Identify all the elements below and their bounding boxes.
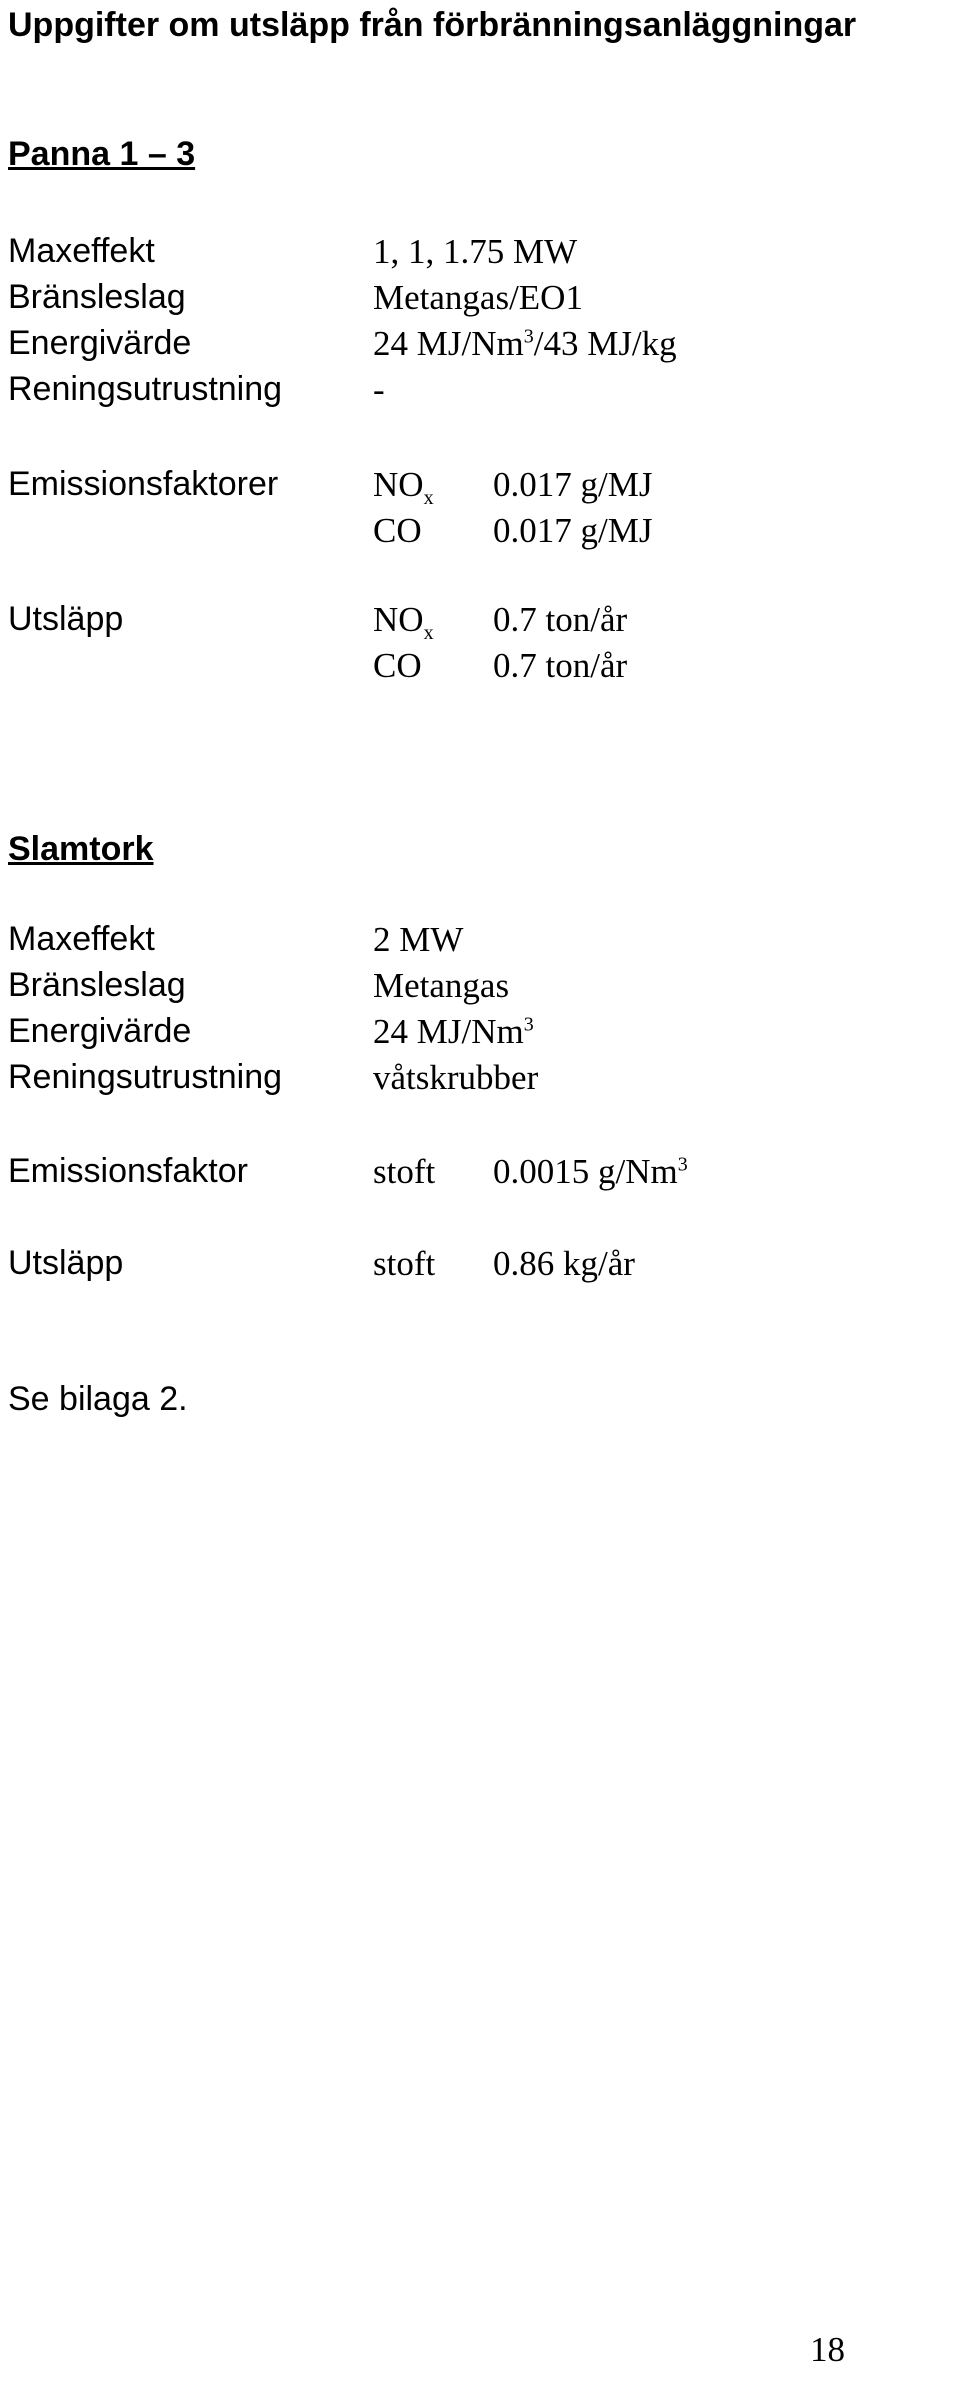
- panna-rening-value: -: [373, 370, 385, 409]
- slamtork-emission-substance: stoft: [373, 1152, 436, 1191]
- slamtork-utslapp-substance: stoft: [373, 1244, 436, 1283]
- slamtork-bransleslag-label: Bränsleslag: [8, 966, 186, 1004]
- slamtork-rening-value: våtskrubber: [373, 1058, 539, 1097]
- section-heading-panna: Panna 1 – 3: [8, 135, 196, 173]
- note-text: Se bilaga 2.: [8, 1380, 188, 1418]
- slamtork-energivarde-value: 24 MJ/Nm$^3$: [373, 1012, 534, 1051]
- slamtork-rening-label: Reningsutrustning: [8, 1058, 283, 1096]
- panna-maxeffekt-value: 1, 1, 1.75 MW: [373, 232, 578, 271]
- panna-utslapp-nox-value: 0.7 ton/år: [493, 600, 628, 639]
- panna-emission-nox-value: 0.017 g/MJ: [493, 465, 653, 504]
- slamtork-energivarde-label: Energivärde: [8, 1012, 192, 1050]
- slamtork-maxeffekt-label: Maxeffekt: [8, 920, 155, 958]
- panna-utslapp-co-value: 0.7 ton/år: [493, 646, 628, 685]
- panna-utslapp-co: CO: [373, 646, 422, 685]
- panna-rening-label: Reningsutrustning: [8, 370, 283, 408]
- panna-emission-nox: $NO_x$: [373, 465, 434, 509]
- panna-energivarde-label: Energivärde: [8, 324, 192, 362]
- slamtork-utslapp-value: 0.86 kg/år: [493, 1244, 635, 1283]
- slamtork-emission-value: 0.0015 g/Nm$^3$: [493, 1152, 688, 1191]
- slamtork-bransleslag-value: Metangas: [373, 966, 510, 1005]
- panna-bransleslag-value: Metangas/EO1: [373, 278, 583, 317]
- panna-utslapp-nox: $NO_x$: [373, 600, 434, 644]
- panna-maxeffekt-label: Maxeffekt: [8, 232, 155, 270]
- slamtork-utslapp-label: Utsläpp: [8, 1244, 124, 1282]
- panna-emission-co: CO: [373, 511, 422, 550]
- panna-utslapp-label: Utsläpp: [8, 600, 124, 638]
- panna-emission-co-value: 0.017 g/MJ: [493, 511, 653, 550]
- slamtork-emission-label: Emissionsfaktor: [8, 1152, 248, 1190]
- panna-emission-label: Emissionsfaktorer: [8, 465, 279, 503]
- page-title: Uppgifter om utsläpp från förbränningsanläggningar: [8, 6, 857, 44]
- panna-bransleslag-label: Bränsleslag: [8, 278, 186, 316]
- slamtork-maxeffekt-value: 2 MW: [373, 920, 464, 959]
- section-heading-slamtork: Slamtork: [8, 830, 154, 868]
- panna-energivarde-value: 24 MJ/Nm$^3$/43 MJ/kg: [373, 324, 677, 363]
- page-number: 18: [810, 2330, 845, 2369]
